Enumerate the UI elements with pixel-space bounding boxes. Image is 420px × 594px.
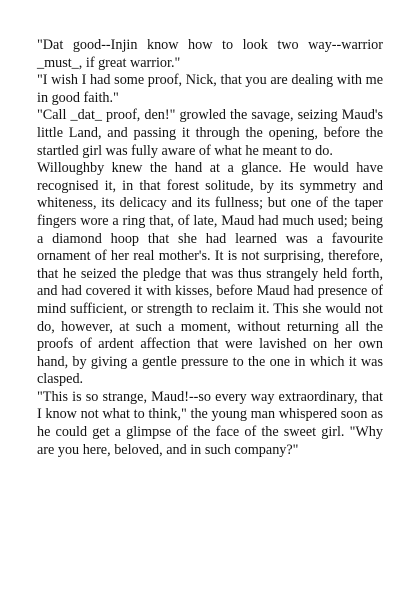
paragraph-3: "Call _dat_ proof, den!" growled the savage, seizing Maud's little Land, and passing it through the opening, before the startled girl was fully aware of what he meant to do. xyxy=(37,107,383,159)
paragraph-1: "Dat good--Injin know how to look two way--warrior _must_, if great warrior." xyxy=(37,37,383,71)
paragraph-4: Willoughby knew the hand at a glance. He would have recognised it, in that forest solitude, by its symmetry and whiteness, its delicacy and its fullness; but one of the taper fingers wore a ring that, of late, Maud had much used; being a diamond hoop that she had learned was a favourite ornament of her real mother's. It is not surprising, therefore, that he seized the pledge that was thus strangely held forth, and had covered it with kisses, before Maud had presence of mind sufficient, or strength to reclaim it. This she would not do, however, at such a moment, without returning all the proofs of ardent affection that were lavished on her own hand, by giving a gentle pressure to the one in which it was clasped. xyxy=(37,160,383,388)
paragraph-5: "This is so strange, Maud!--so every way extraordinary, that I know not what to think," the young man whispered soon as he could get a glimpse of the face of the sweet girl. "Why are you here, beloved, and in such company?" xyxy=(37,388,383,458)
paragraph-2: "I wish I had some proof, Nick, that you are dealing with me in good faith." xyxy=(37,72,383,106)
document-page xyxy=(37,37,383,459)
